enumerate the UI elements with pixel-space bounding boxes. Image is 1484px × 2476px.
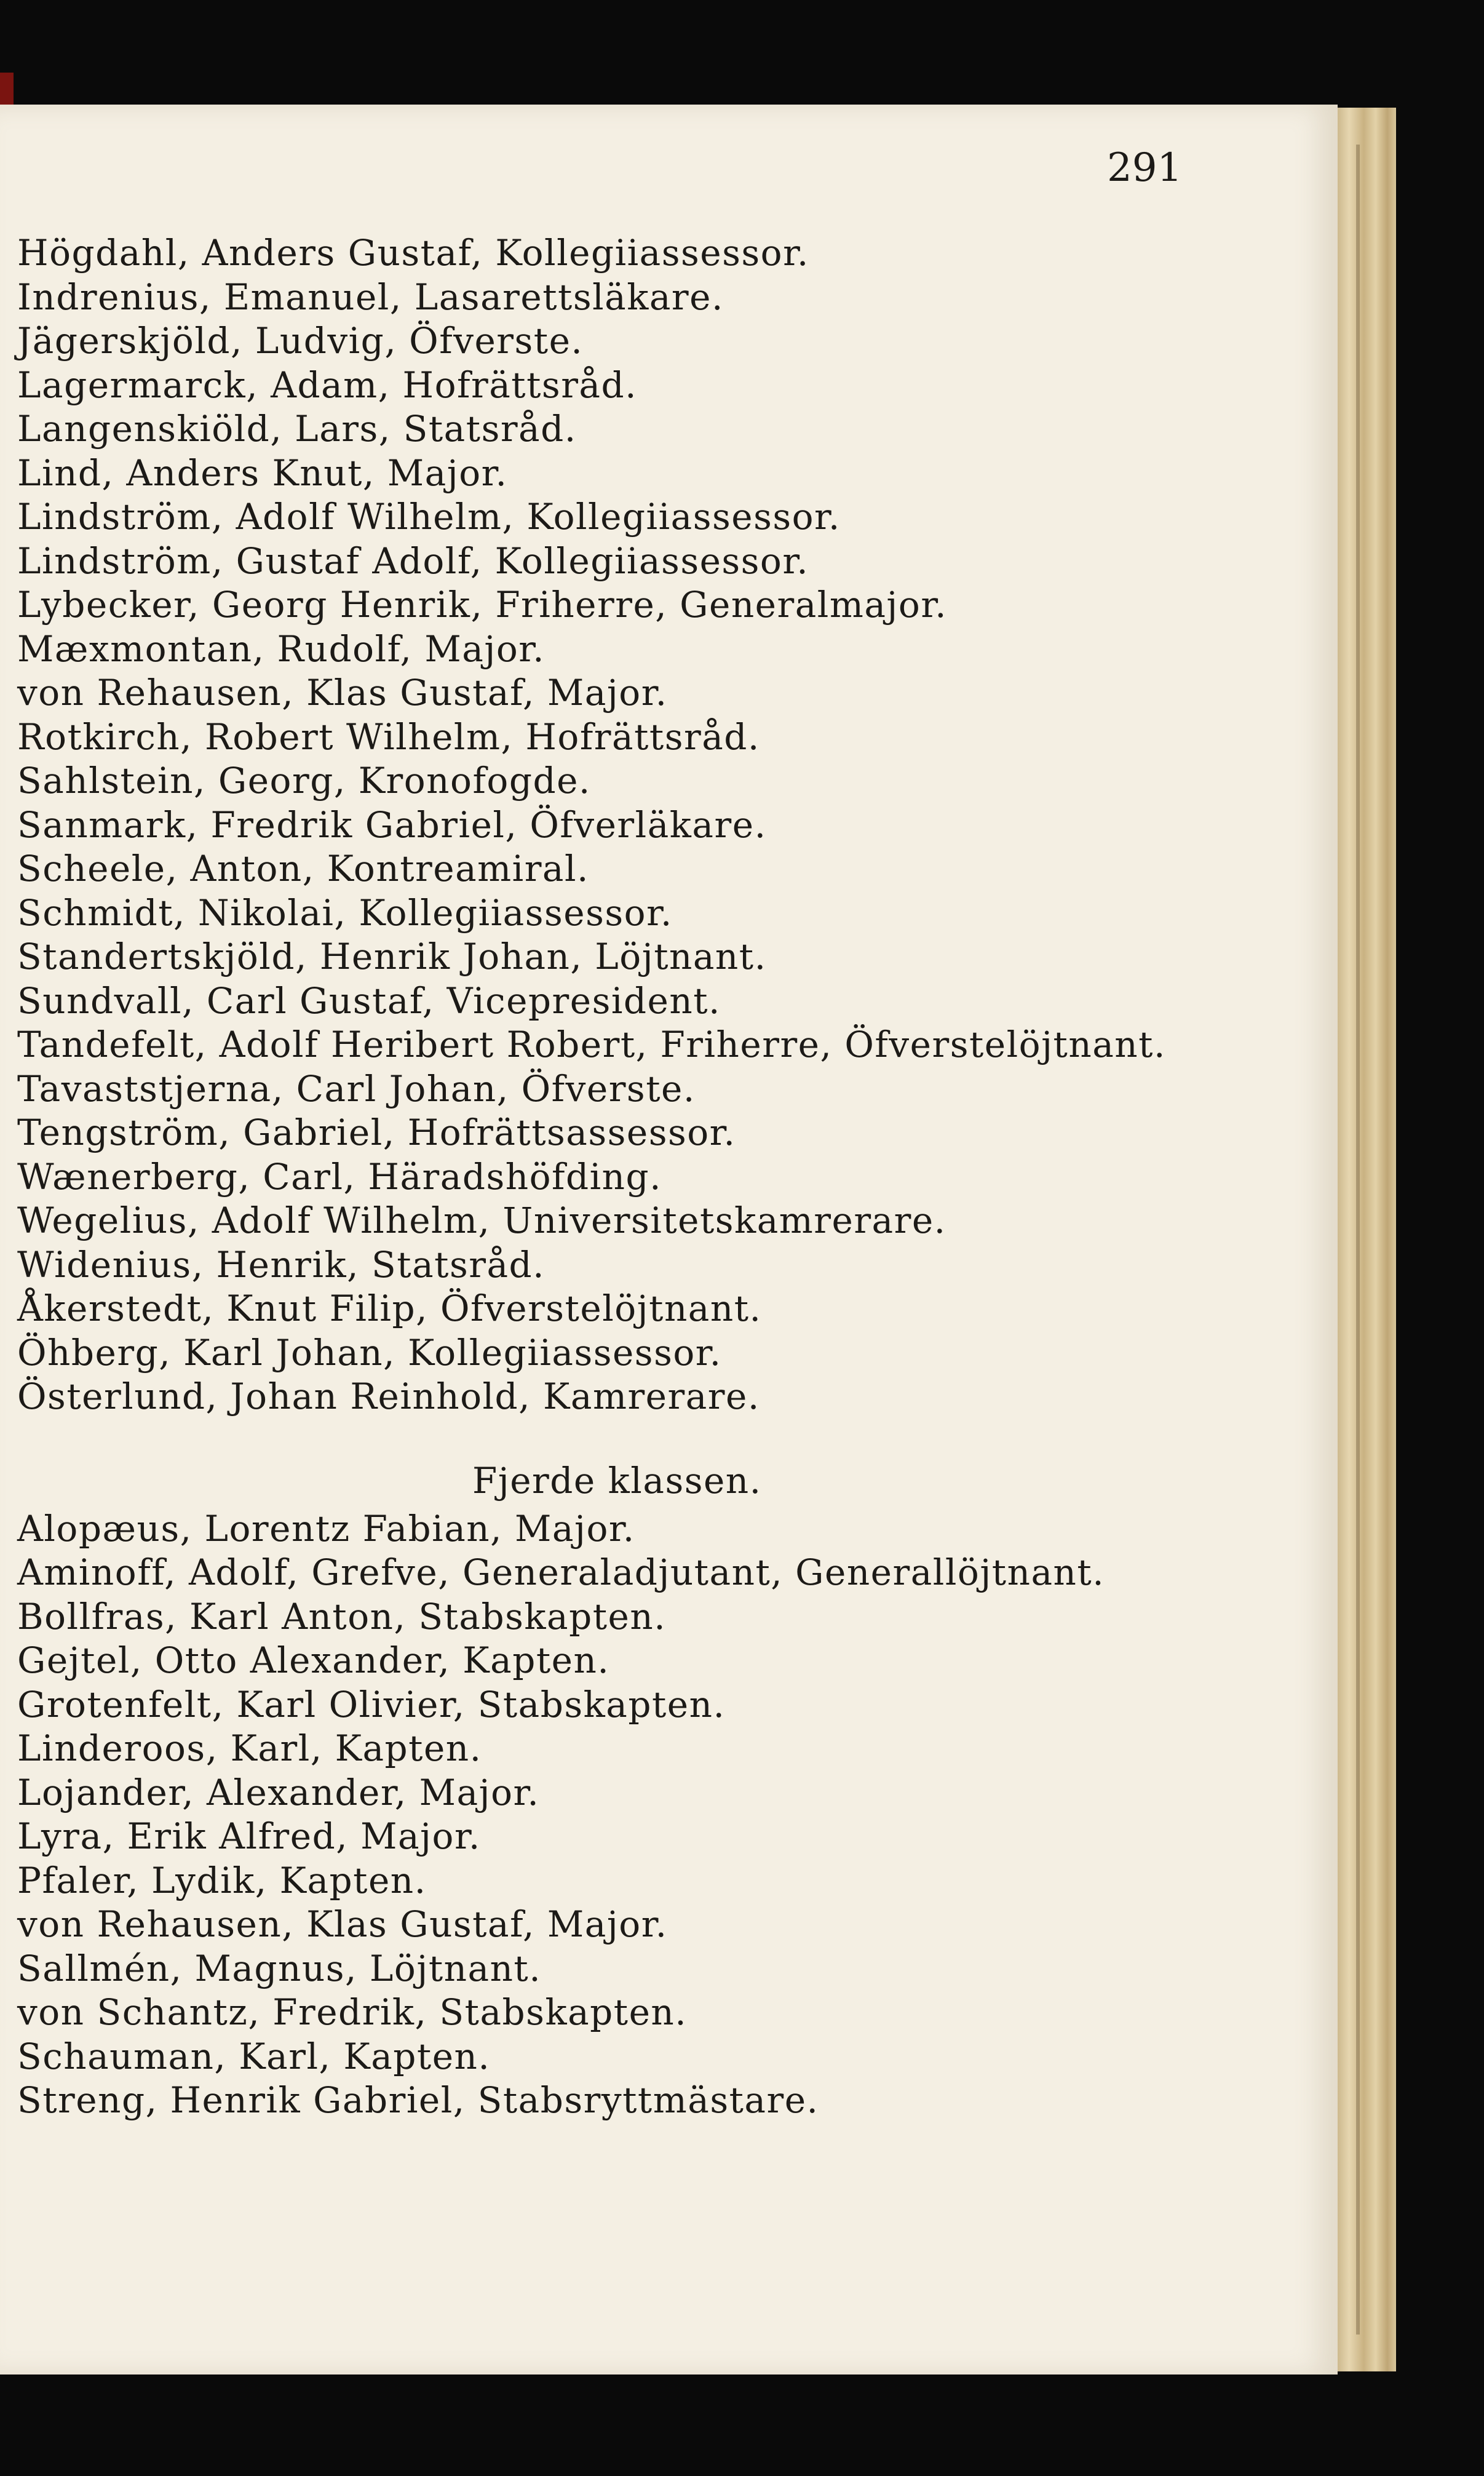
list-item: von Rehausen, Klas Gustaf, Major.	[17, 672, 668, 714]
list-item: Sundvall, Carl Gustaf, Vicepresident.	[17, 979, 721, 1022]
page-edge-stack	[1338, 108, 1396, 2371]
list-item: Lyra, Erik Alfred, Major.	[17, 1815, 481, 1857]
list-item: Lindström, Gustaf Adolf, Kollegiiassessor.	[17, 539, 809, 582]
list-item: Tengström, Gabriel, Hofrättsassessor.	[17, 1112, 736, 1153]
page-number: 291	[1107, 145, 1183, 191]
list-item: Rotkirch, Robert Wilhelm, Hofrättsråd.	[17, 715, 760, 758]
list-item: Alopæus, Lorentz Fabian, Major.	[17, 1507, 635, 1550]
list-item: Tavaststjerna, Carl Johan, Öfverste.	[17, 1067, 696, 1110]
list-item: Standertskjöld, Henrik Johan, Löjtnant.	[17, 936, 767, 977]
list-item: Tandefelt, Adolf Heribert Robert, Friherre, Öfverstelöjtnant.	[17, 1024, 1166, 1065]
list-item: von Schantz, Fredrik, Stabskapten.	[17, 1991, 688, 2033]
list-item: Widenius, Henrik, Statsråd.	[17, 1243, 546, 1286]
list-item: Sahlstein, Georg, Kronofogde.	[17, 760, 591, 802]
list-item: Gejtel, Otto Alexander, Kapten.	[17, 1639, 610, 1681]
list-item: Wænerberg, Carl, Häradshöfding.	[17, 1155, 662, 1198]
list-item: Lagermarck, Adam, Hofrättsråd.	[17, 364, 638, 406]
section-heading: Fjerde klassen.	[472, 1459, 762, 1502]
list-item: Öhberg, Karl Johan, Kollegiiassessor.	[17, 1331, 722, 1374]
list-item: Sallmén, Magnus, Löjtnant.	[17, 1947, 542, 1989]
list-item: Lojander, Alexander, Major.	[17, 1771, 540, 1813]
list-item: Linderoos, Karl, Kapten.	[17, 1727, 482, 1769]
list-item: Langenskiöld, Lars, Statsråd.	[17, 408, 577, 450]
list-item: Lybecker, Georg Henrik, Friherre, Generalmajor.	[17, 584, 948, 626]
list-item: Wegelius, Adolf Wilhelm, Universitetskamrerare.	[17, 1200, 946, 1241]
list-item: Pfaler, Lydik, Kapten.	[17, 1859, 427, 1901]
list-item: Lindström, Adolf Wilhelm, Kollegiiassessor.	[17, 496, 841, 538]
list-item: Grotenfelt, Karl Olivier, Stabskapten.	[17, 1683, 726, 1726]
list-item: Lind, Anders Knut, Major.	[17, 452, 508, 494]
list-item: Indrenius, Emanuel, Lasarettsläkare.	[17, 276, 724, 318]
list-item: Sanmark, Fredrik Gabriel, Öfverläkare.	[17, 803, 767, 846]
list-item: Österlund, Johan Reinhold, Kamrerare.	[17, 1375, 760, 1417]
list-item: Schmidt, Nikolai, Kollegiiassessor.	[17, 891, 673, 934]
list-item: von Rehausen, Klas Gustaf, Major.	[17, 1903, 668, 1945]
list-item: Högdahl, Anders Gustaf, Kollegiiassessor.	[17, 232, 809, 274]
list-item: Mæxmontan, Rudolf, Major.	[17, 627, 546, 670]
list-item: Jägerskjöld, Ludvig, Öfverste.	[17, 320, 584, 362]
name-list	[17, 231, 1309, 2123]
list-item: Bollfras, Karl Anton, Stabskapten.	[17, 1595, 667, 1638]
list-item: Aminoff, Adolf, Grefve, Generaladjutant, Generallöjtnant.	[17, 1551, 1105, 1593]
list-item: Scheele, Anton, Kontreamiral.	[17, 848, 589, 890]
list-item: Streng, Henrik Gabriel, Stabsryttmästare.	[17, 2079, 819, 2121]
list-item: Åkerstedt, Knut Filip, Öfverstelöjtnant.	[17, 1288, 762, 1329]
list-item: Schauman, Karl, Kapten.	[17, 2035, 491, 2077]
